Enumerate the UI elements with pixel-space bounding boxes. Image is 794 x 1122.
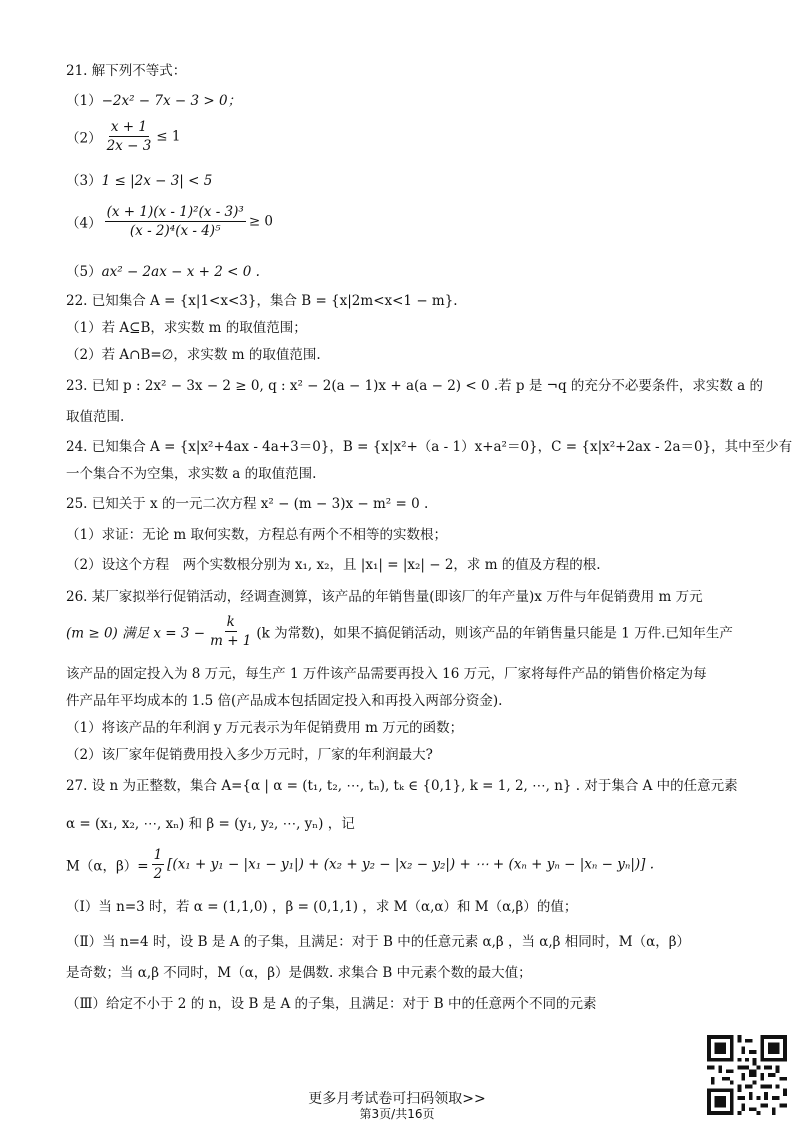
- fraction-denominator: (x - 2)⁴(x - 4)⁵: [129, 223, 221, 239]
- fraction-denominator: 2x − 3: [106, 138, 152, 154]
- p26-line-4: 件产品年平均成本的 1.5 倍(产品成本包括固定投入和再投入两部分资金).: [66, 693, 503, 709]
- p24-line-1: 24. 已知集合 A = {x|x²+4ax - 4a+3＝0}，B = {x|x²+（a - 1）x+a²＝0}，C = {x|x²+2ax - 2a＝0}，其中至少有: [66, 439, 793, 455]
- fraction: [105, 204, 246, 239]
- p25-line-1: 25. 已知关于 x 的一元二次方程 x² − (m − 3)x − m² = 0 .: [66, 496, 429, 512]
- fraction: [105, 119, 154, 154]
- inequality: 1 ≤ |2x − 3| < 5: [101, 173, 213, 189]
- p21-item-3: [66, 171, 212, 191]
- p21-item-4: [66, 204, 273, 239]
- item-label: （2）: [66, 130, 102, 147]
- p27-line-2: α = (x₁, x₂, ⋯, xₙ) 和 β = (y₁, y₂, ⋯, yₙ) ，记: [66, 816, 355, 832]
- p25-line-3: （2）设这个方程 两个实数根分别为 x₁, x₂，且 |x₁| = |x₂| − 2，求 m 的值及方程的根.: [66, 557, 601, 573]
- fraction-denominator: m + 1: [210, 633, 252, 649]
- item-label: （1）: [66, 93, 102, 109]
- inequality: ax² − 2ax − x + 2 < 0 .: [101, 264, 260, 280]
- p21-item-1: [66, 91, 241, 111]
- p21-item-2: [66, 119, 180, 154]
- page-number: 第3页/共16页: [359, 1107, 435, 1121]
- p27-line-7: （Ⅲ）给定不小于 2 的 n，设 B 是 A 的子集，且满足：对于 B 中的任意两个不同的元素: [66, 996, 597, 1012]
- fraction-denominator: 2: [153, 866, 163, 882]
- p27-line-5: （Ⅱ）当 n=4 时，设 B 是 A 的子集，且满足：对于 B 中的任意元素 α,β ，当 α,β 相同时，M（α，β）: [66, 934, 691, 950]
- condition-text: (k 为常数)，如果不搞促销活动，则该产品的年销售量只能是 1 万件.已知年生产: [256, 625, 733, 642]
- item-label: （5）: [66, 264, 102, 280]
- p23-line-2: 取值范围.: [66, 409, 125, 425]
- inequality: −2x² − 7x − 3 > 0；: [101, 93, 242, 109]
- fraction-numerator: k: [226, 614, 235, 630]
- p27-line-1: 27. 设 n 为正整数，集合 A={α | α = (t₁, t₂, ⋯, tₙ), tₖ ∈ {0,1}, k = 1, 2, ⋯, n} . 对于集合 A 中的任意元素: [66, 778, 738, 794]
- relation: ≤ 1: [156, 128, 181, 145]
- p26-line-6: （2）该厂家年促销费用投入多少万元时，厂家的年利润最大?: [66, 747, 433, 763]
- fraction-numerator: (x + 1)(x - 1)²(x - 3)³: [106, 204, 244, 220]
- p21-heading: 21. 解下列不等式：: [66, 63, 187, 79]
- relation: ≥ 0: [248, 213, 274, 230]
- p27-line-4: （Ⅰ）当 n=3 时，若 α = (1,1,0) ，β = (0,1,1) ，求 M（α,α）和 M（α,β）的值；: [66, 899, 578, 915]
- footer-promo-link[interactable]: 更多月考试卷可扫码领取>>: [308, 1091, 486, 1107]
- item-label: （4）: [66, 215, 102, 232]
- fraction-numerator: x + 1: [110, 119, 147, 135]
- p27-line-6: 是奇数；当 α,β 不同时，M（α，β）是偶数. 求集合 B 中元素个数的最大值；: [66, 965, 532, 981]
- p26-line-2: [66, 614, 733, 649]
- p22-line-3: （2）若 A∩B=∅，求实数 m 的取值范围.: [66, 347, 321, 363]
- fraction: [208, 614, 253, 649]
- p26-line-1: 26. 某厂家拟举行促销活动，经调查测算，该产品的年销售量(即该厂的年产量)x 万件与年促销费用 m 万元: [66, 589, 703, 605]
- constraint-text: (m ≥ 0) 满足 x = 3 −: [66, 625, 206, 642]
- formula-lhs: M（α，β）=: [66, 858, 149, 875]
- p26-line-5: （1）将该产品的年利润 y 万元表示为年促销费用 m 万元的函数；: [66, 720, 464, 736]
- p24-line-2: 一个集合不为空集，求实数 a 的取值范围.: [66, 466, 317, 482]
- p25-line-2: （1）求证：无论 m 取何实数，方程总有两个不相等的实数根；: [66, 527, 447, 543]
- p22-line-1: 22. 已知集合 A = {x|1<x<3}，集合 B = {x|2m<x<1 − m}.: [66, 293, 458, 309]
- fraction-numerator: 1: [153, 847, 163, 863]
- fraction: [152, 847, 165, 882]
- item-label: （3）: [66, 173, 102, 189]
- p27-line-3: [66, 847, 654, 882]
- formula-rhs: [(x₁ + y₁ − |x₁ − y₁|) + (x₂ + y₂ − |x₂ − y₂|) + ⋯ + (xₙ + yₙ − |xₙ − yₙ|)] .: [167, 856, 655, 873]
- p21-item-5: [66, 262, 260, 282]
- p23-line-1: 23. 已知 p : 2x² − 3x − 2 ≥ 0, q : x² − 2(a − 1)x + a(a − 2) < 0 .若 p 是 ¬q 的充分不必要条件，求实数 a 的: [66, 378, 764, 394]
- p26-line-3: 该产品的固定投入为 8 万元，每生产 1 万件该产品需要再投入 16 万元，厂家将每件产品的销售价格定为每: [66, 666, 707, 682]
- p22-line-2: （1）若 A⊆B，求实数 m 的取值范围；: [66, 320, 307, 336]
